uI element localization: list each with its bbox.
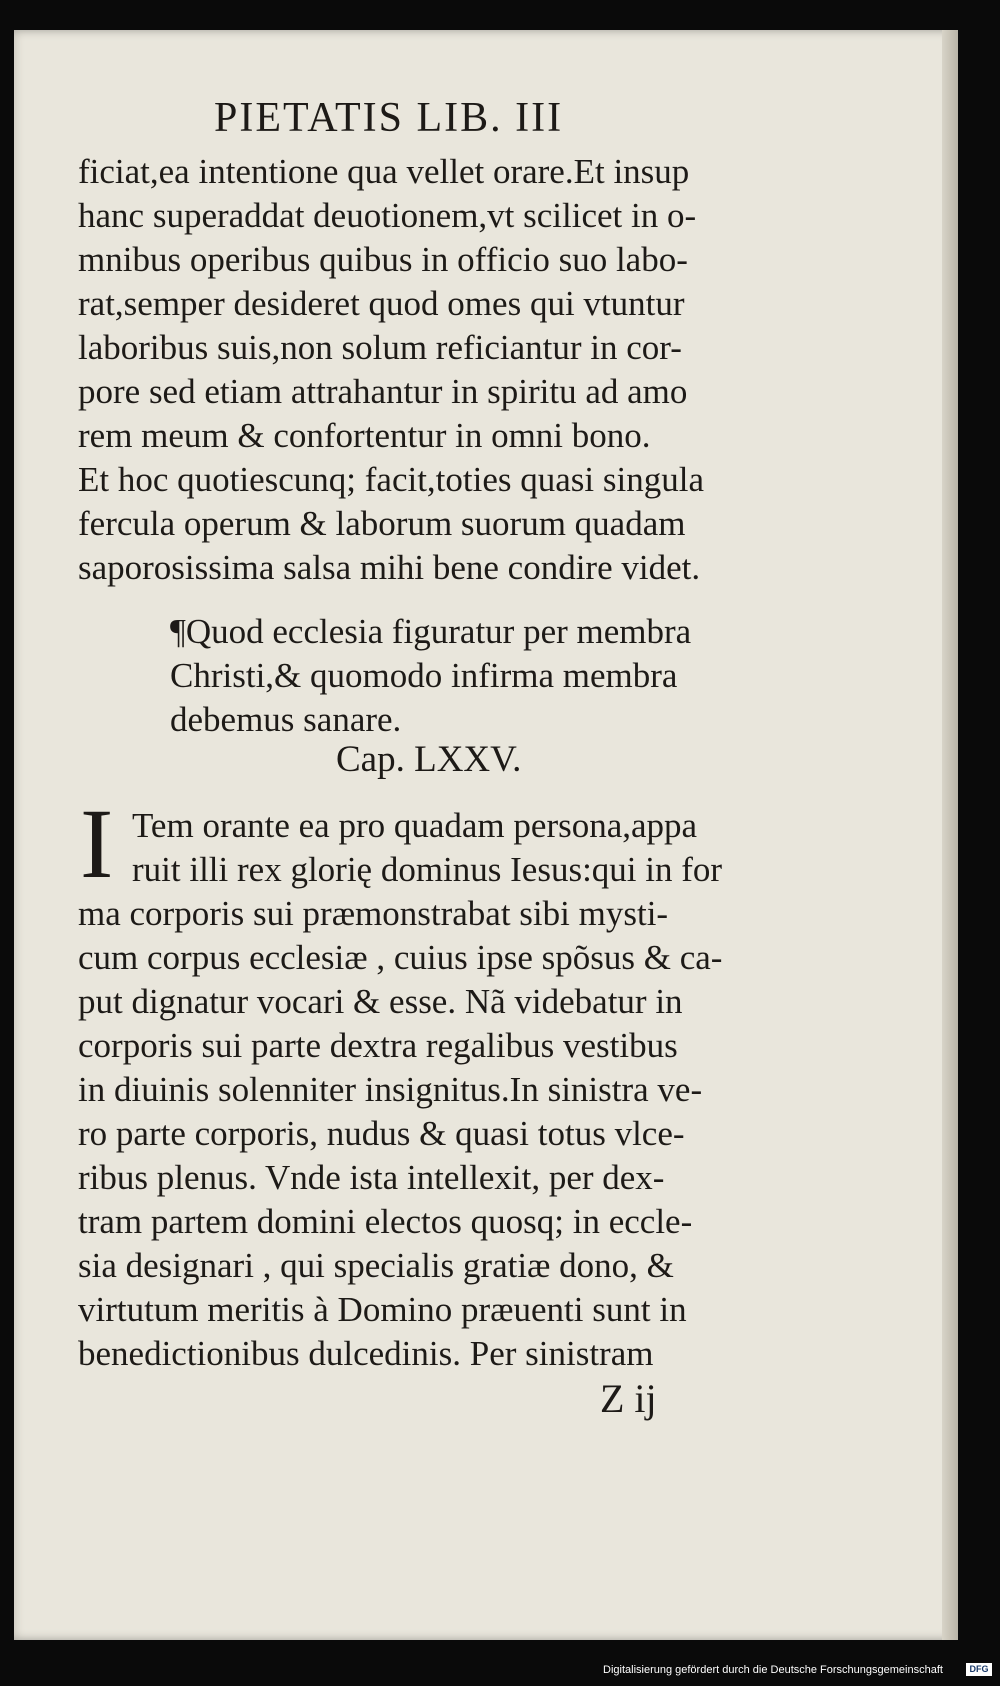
running-header: PIETATIS LIB. III (214, 95, 564, 141)
text-line: put dignatur vocari & esse. Nã videbatur in (78, 982, 683, 1021)
catchword: Z ij (600, 1376, 657, 1421)
text-line: rem meum & confortentur in omni bono. (78, 416, 651, 455)
text-line: ruit illi rex glorię dominus Iesus:qui in for (132, 850, 723, 889)
dfg-logo: DFG (966, 1663, 992, 1676)
text-line: fercula operum & laborum suorum quadam (78, 504, 686, 543)
page-edge (942, 30, 958, 1640)
text-line: benedictionibus dulcedinis. Per sinistram (78, 1334, 654, 1373)
text-line: pore sed etiam attrahantur in spiritu ad amo (78, 372, 688, 411)
text-line: mnibus operibus quibus in officio suo labo- (78, 240, 688, 279)
text-line: rat,semper desideret quod omes qui vtuntur (78, 284, 685, 323)
text-line: tram partem domini electos quosq; in eccle- (78, 1202, 693, 1241)
drop-cap: I (80, 788, 114, 899)
text-line: laboribus suis,non solum reficiantur in cor- (78, 328, 682, 367)
chapter-heading-line: Christi,& quomodo infirma membra (170, 656, 678, 695)
text-line: Et hoc quotiescunq; facit,toties quasi singula (78, 460, 704, 499)
text-line: Tem orante ea pro quadam persona,appa (132, 806, 698, 845)
text-line: ribus plenus. Vnde ista intellexit, per dex- (78, 1158, 665, 1197)
text-line: ma corporis sui præmonstrabat sibi mysti- (78, 894, 669, 933)
chapter-number: Cap. LXXV. (336, 739, 522, 780)
text-line: hanc superaddat deuotionem,vt scilicet in o- (78, 196, 697, 235)
text-line: saporosissima salsa mihi bene condire videt. (78, 548, 701, 587)
text-line: virtutum meritis à Domino præuenti sunt in (78, 1290, 687, 1329)
text-line: sia designari , qui specialis gratiæ dono, & (78, 1246, 674, 1285)
chapter-heading-line: debemus sanare. (170, 700, 402, 739)
text-line: in diuinis solenniter insignitus.In sinistra ve- (78, 1070, 703, 1109)
text-line: ficiat,ea intentione qua vellet orare.Et insup (78, 152, 690, 191)
chapter-heading-line: ¶Quod ecclesia figuratur per membra (170, 612, 692, 651)
text-line: cum corpus ecclesiæ , cuius ipse spõsus & ca- (78, 938, 723, 977)
text-line: ro parte corporis, nudus & quasi totus vlce- (78, 1114, 685, 1153)
text-line: corporis sui parte dextra regalibus vestibus (78, 1026, 678, 1065)
digitization-credit: Digitalisierung gefördert durch die Deutsche Forschungsgemeinschaft (603, 1664, 943, 1676)
